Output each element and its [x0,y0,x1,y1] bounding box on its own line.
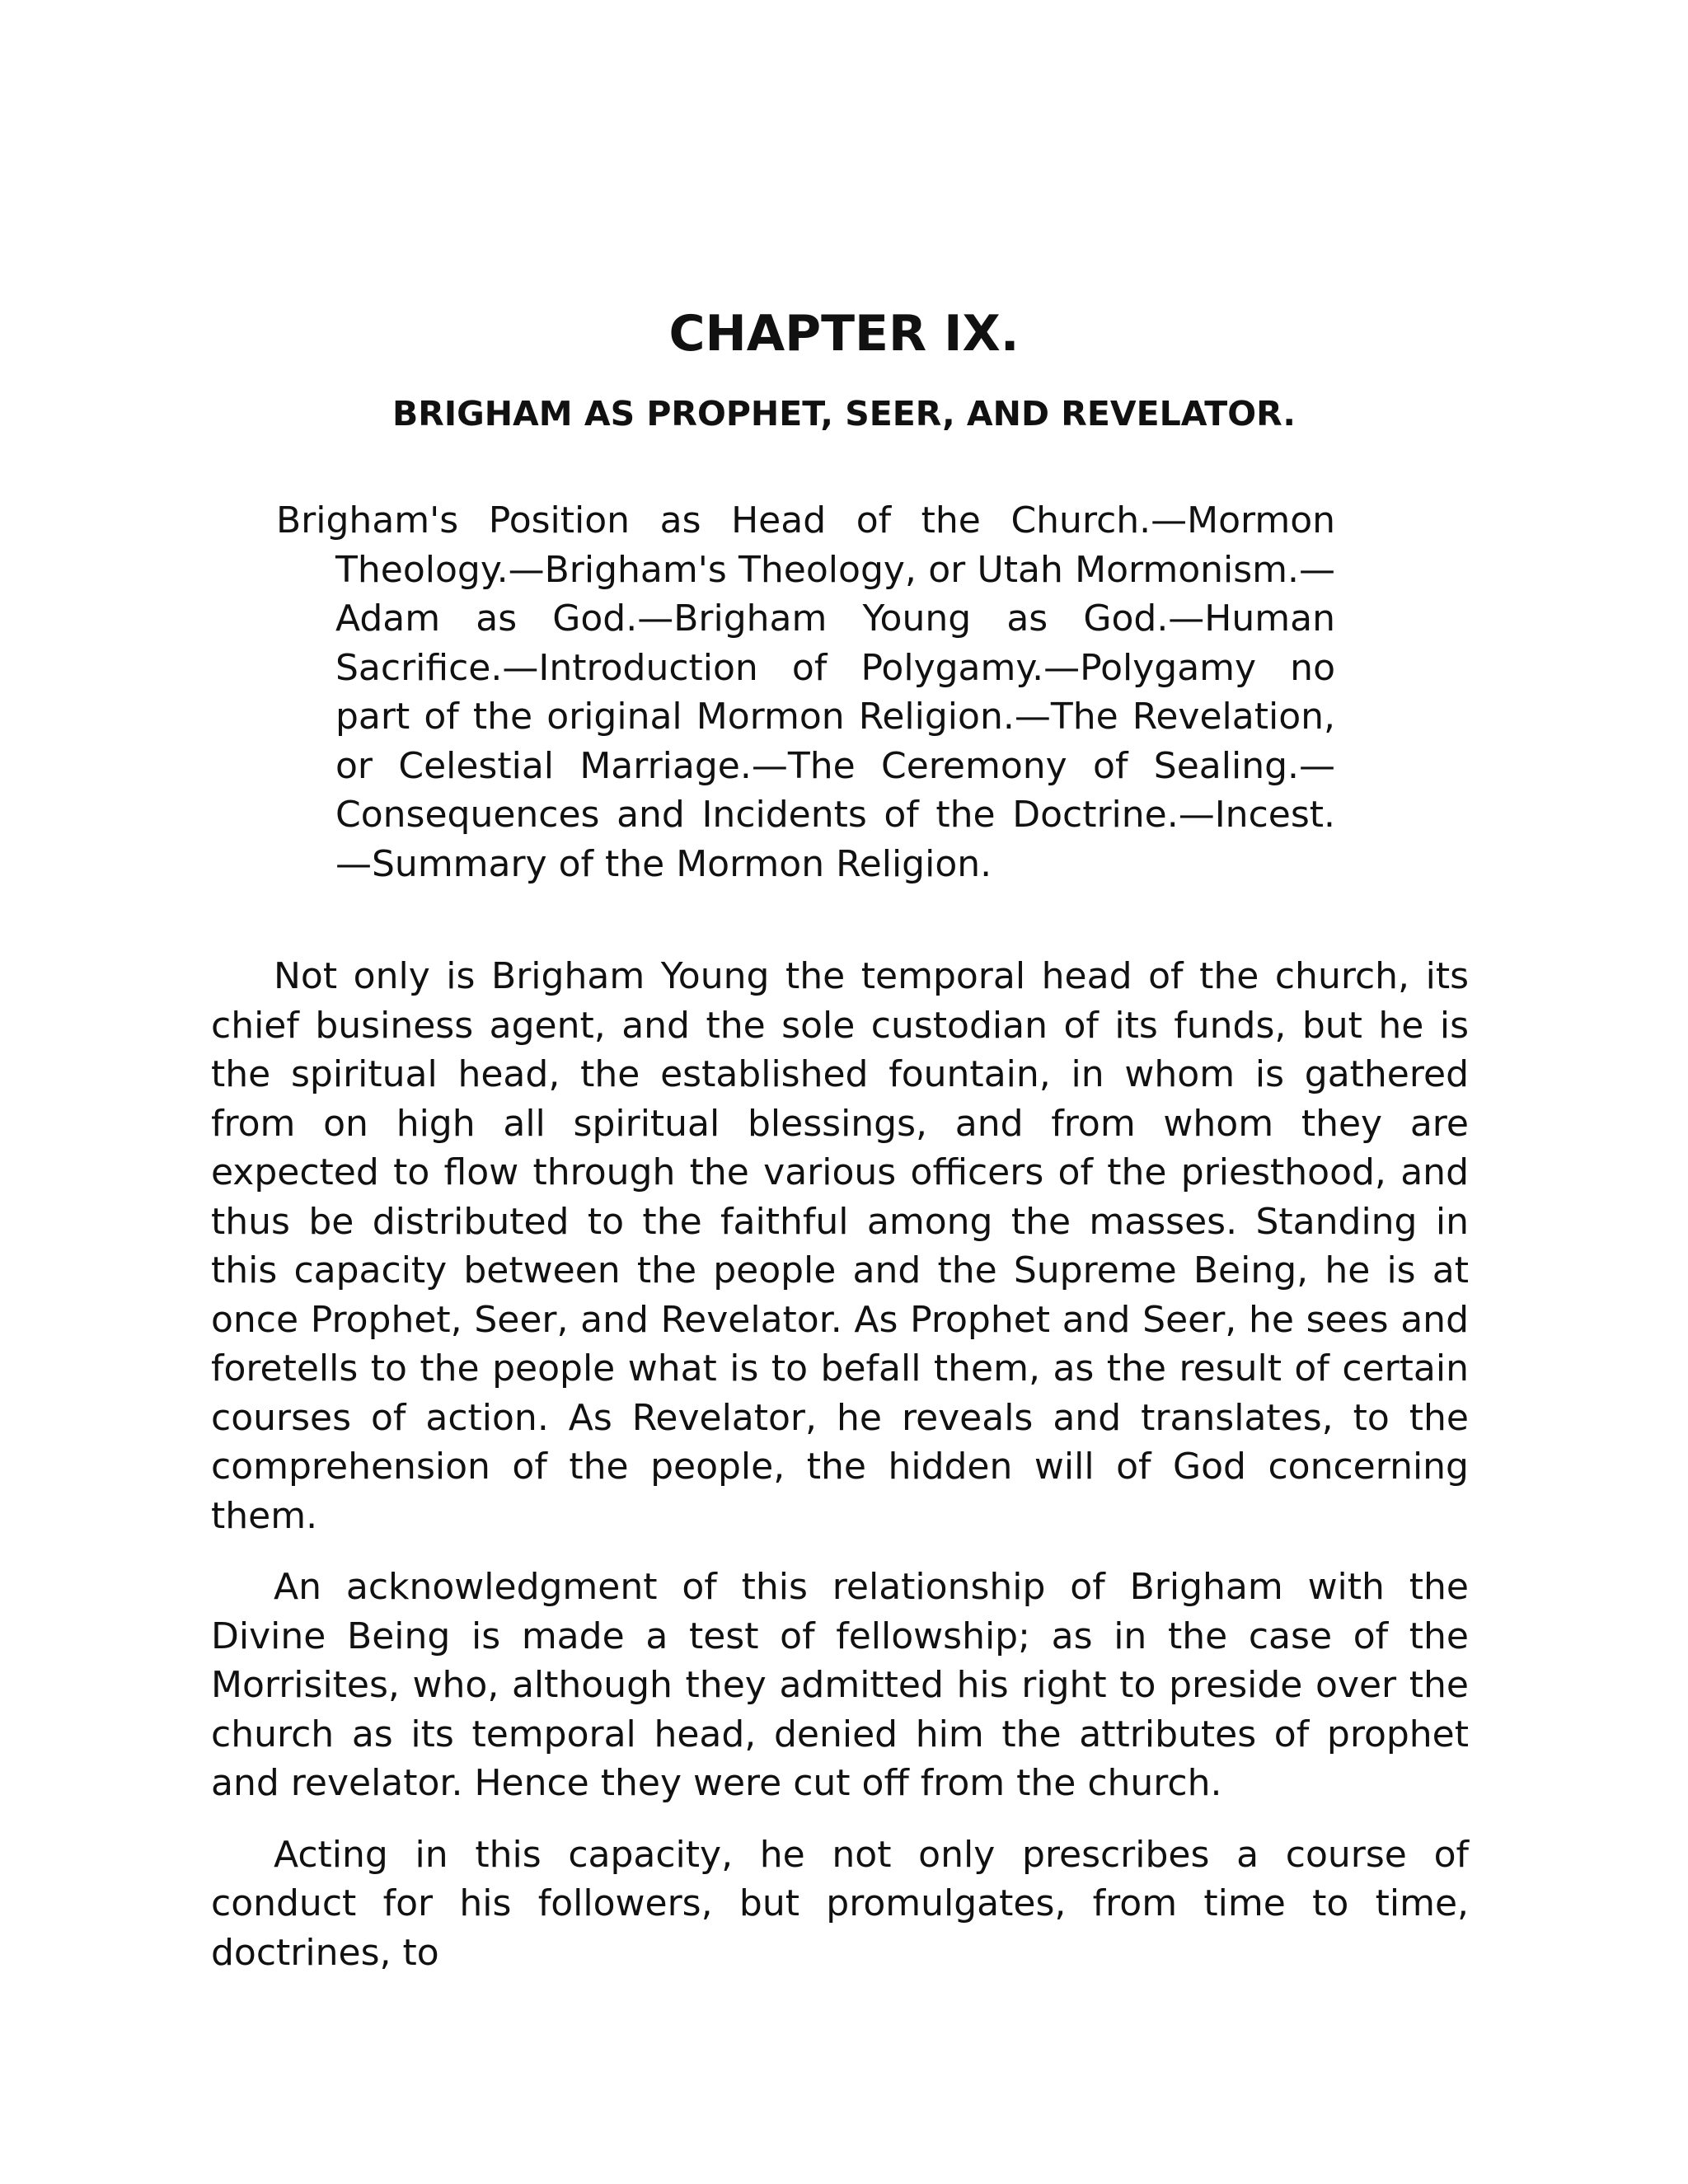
chapter-subtitle: BRIGHAM AS PROPHET, SEER, AND REVELATOR. [392,394,1296,434]
chapter-title: CHAPTER IX. [668,305,1020,363]
body-paragraph: An acknowledgment of this relationship of Brigham with the Divine Being is made a test of fellowship; as in the case of the Morrisites, who, although they admitted his right to preside over the church as its temporal head, denied him the attributes of prophet and revelator. Hence they were cut off from the church. [211,1566,1469,1804]
body-paragraph: Acting in this capacity, he not only prescribes a course of conduct for his followers, but promulgates, from time to time, doctrines, to [211,1833,1469,1974]
chapter-body [211,952,1469,1999]
chapter-summary: Brigham's Position as Head of the Church.—Mormon Theology.—Brigham's Theology, or Utah Mormonism.—Adam as God.—Brigham Young as God.—Human Sacrifice.—Introduction of Polygamy.—Polygamy no part of the original Mormon Religion.—The Revelation, or Celestial Marriage.—The Ceremony of Sealing.—Consequences and Incidents of the Doctrine.—Incest.—Summary of the Mormon Religion. [276,499,1335,885]
body-paragraph: Not only is Brigham Young the temporal head of the church, its chief business agent, and the sole custodian of its funds, but he is the spiritual head, the established fountain, in whom is gathered from on high all spiritual blessings, and from whom they are expected to flow through the various officers of the priesthood, and thus be distributed to the faithful among the masses. Standing in this capacity between the people and the Supreme Being, he is at once Prophet, Seer, and Revelator. As Prophet and Seer, he sees and foretells to the people what is to befall them, as the result of certain courses of action. As Revelator, he reveals and translates, to the comprehension of the people, the hidden will of God concerning them. [211,955,1469,1537]
